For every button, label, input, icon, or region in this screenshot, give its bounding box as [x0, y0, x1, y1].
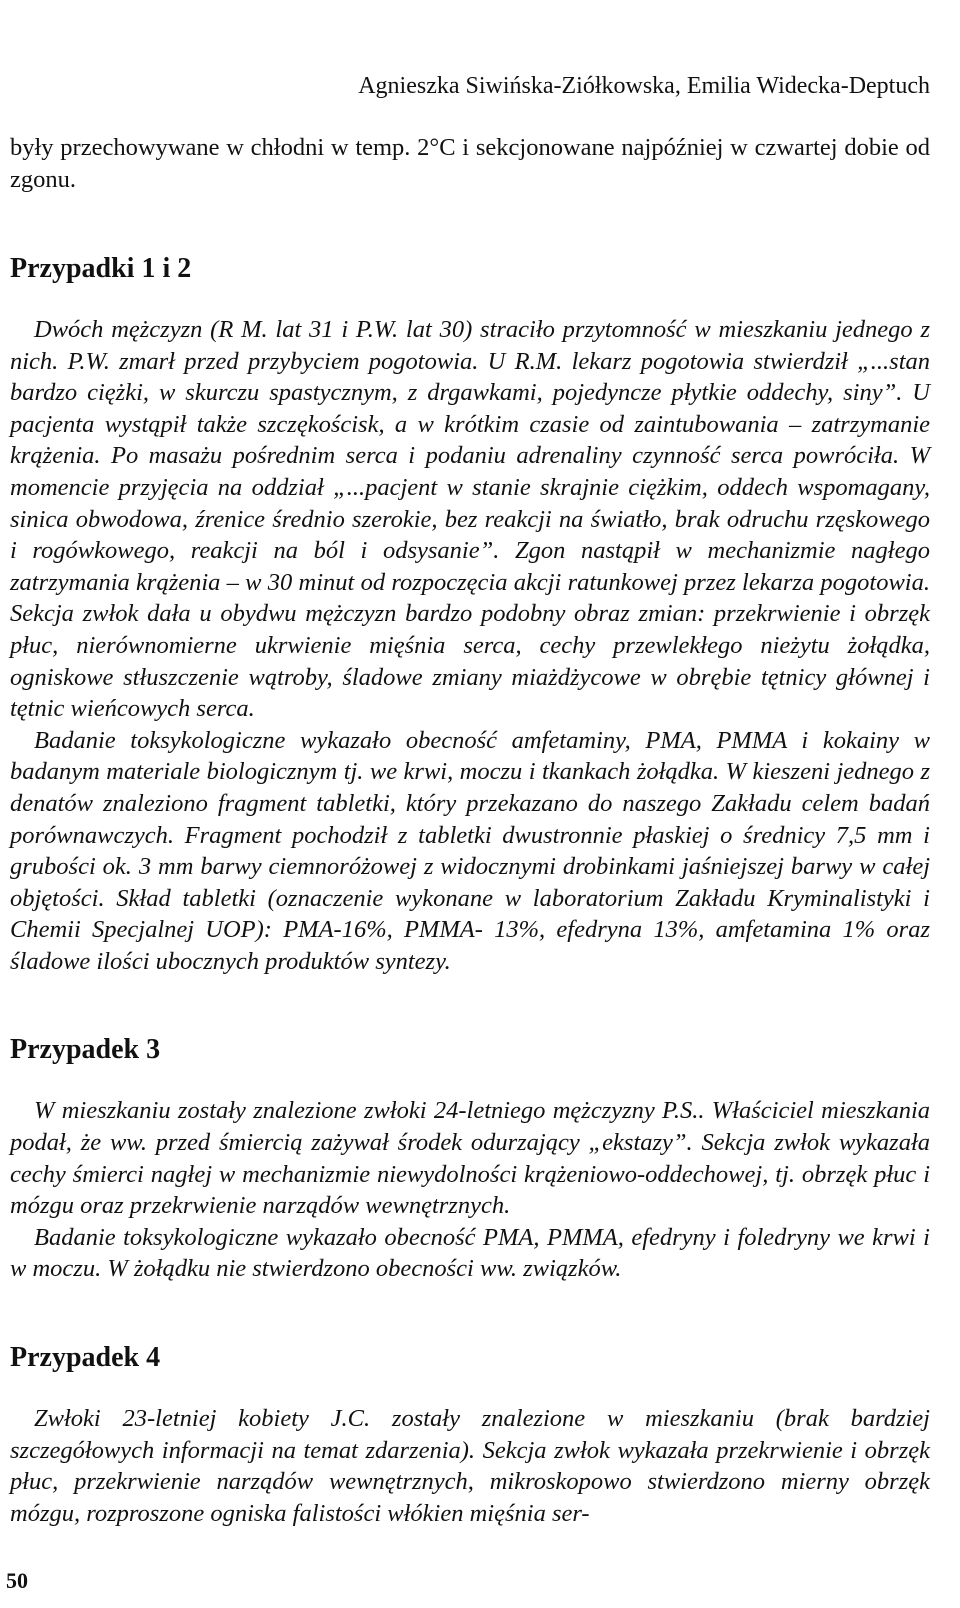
section-heading: Przypadek 3	[10, 1034, 161, 1066]
section-case-4	[10, 1341, 930, 1529]
section-heading: Przypadki 1 i 2	[10, 253, 192, 284]
case-paragraph: Badanie toksykologiczne wykazało obecność PMA, PMMA, efedryny i foledryny we krwi i w moczu. W żołądku nie stwierdzono obecności ww. związków.	[10, 1223, 930, 1283]
section-case-1-2	[10, 252, 930, 977]
case-paragraph: Badanie toksykologiczne wykazało obecność amfetaminy, PMA, PMMA i kokainy w badanym materiale biologicznym tj. we krwi, moczu i tkankach żołądka. W kieszeni jednego z denatów znaleziono fragment tabletki, który przekazano do naszego Zakładu celem badań porównawczych. Fragment pochodził z tabletki dwustronnie płaskiej o średnicy 7,5 mm i grubości ok. 3 mm barwy ciemnoróżowej z widocznymi drobinkami jaśniejszej barwy w całej objętości. Skład tabletki (oznaczenie wykonane w laboratorium Zakładu Kryminalistyki i Chemii Specjalnej UOP): PMA-16%, PMMA- 13%, efedryna 13%, amfetamina 1% oraz śladowe ilości ubocznych produktów syntezy.	[10, 726, 930, 975]
running-header-authors: Agnieszka Siwińska-Ziółkowska, Emilia Widecka-Deptuch	[358, 73, 930, 99]
case-paragraph: Dwóch mężczyzn (R M. lat 31 i P.W. lat 30) straciło przytomność w mieszkaniu jednego z nich. P.W. zmarł przed przybyciem pogotowia. U R.M. lekarz pogotowia stwierdził „...stan bardzo ciężki, w skurczu spastycznym, z drgawkami, pojedyncze płytkie oddechy, siny”. U pacjenta wystąpił także szczękościsk, a w krótkim czasie od zaintubowania – zatrzymanie krążenia. Po masażu pośrednim serca i podaniu adrenaliny czynność serca powróciła. W momencie przyjęcia na oddział „...pacjent w stanie skrajnie ciężkim, oddech wspomagany, sinica obwodowa, źrenice średnio szerokie, bez reakcji na światło, brak odruchu rzęskowego i rogówkowego, reakcji na ból i odsysanie”. Zgon nastąpił w mechanizmie nagłego zatrzymania krążenia – w 30 minut od rozpoczęcia akcji ratunkowej przez lekarza pogotowia. Sekcja zwłok dała u obydwu mężczyzn bardzo podobny obraz zmian: przekrwienie i obrzęk płuc, nierównomierne ukrwienie mięśnia serca, cechy przewlekłego nieżytu żołądka, ogniskowe stłuszczenie wątroby, śladowe zmiany miażdżycowe w obrębie tętnicy głównej i tętnic wieńcowych serca.	[10, 316, 930, 723]
case-paragraph: Zwłoki 23-letniej kobiety J.C. zostały znalezione w mieszkaniu (brak bardziej szczegółowych informacji na temat zdarzenia). Sekcja zwłok wykazała przekrwienie i obrzęk płuc, przekrwienie narządów wewnętrznych, mikroskopowo stwierdzono mierny obrzęk mózgu, rozproszone ogniska falistości włókien mięśnia ser-	[10, 1405, 930, 1527]
lead-paragraph: były przechowywane w chłodni w temp. 2°C i sekcjonowane najpóźniej w czwartej dobie od zgonu.	[10, 134, 930, 193]
section-heading: Przypadek 4	[10, 1342, 161, 1374]
section-case-3	[10, 1033, 930, 1285]
case-paragraph: W mieszkaniu zostały znalezione zwłoki 24-letniego mężczyzny P.S.. Właściciel mieszkania podał, że ww. przed śmiercią zażywał środek odurzający „ekstazy”. Sekcja zwłok wykazała cechy śmierci nagłej w mechanizmie niewydolności krążeniowo-oddechowej, tj. obrzęk płuc i mózgu oraz przekrwienie narządów wewnętrznych.	[10, 1097, 930, 1220]
page-number: 50	[6, 1568, 28, 1593]
